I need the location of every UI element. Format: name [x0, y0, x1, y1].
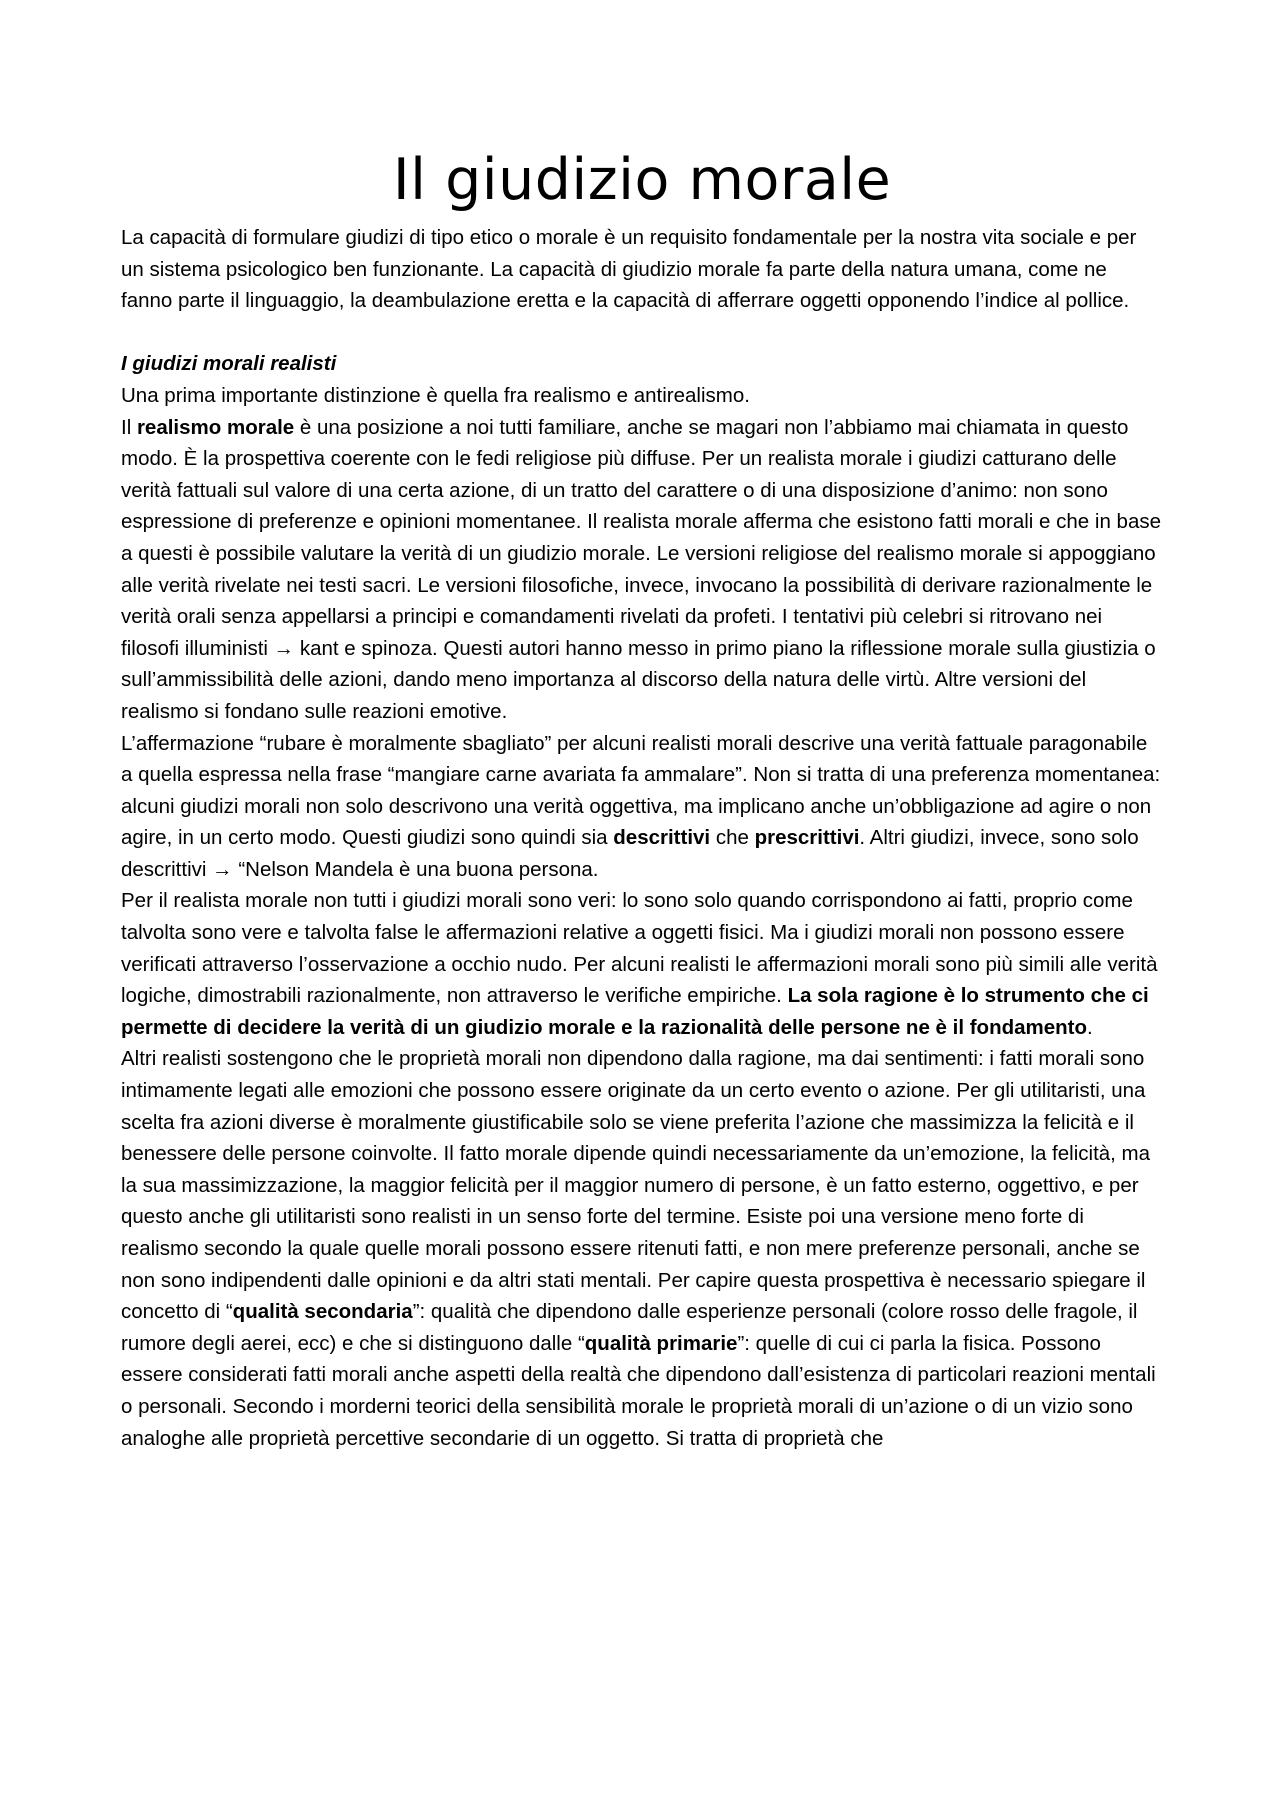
text-run: . Altri giudizi, invece, sono solo descrittivi — [121, 826, 1139, 881]
arrow-icon: → — [212, 857, 233, 881]
text-run: Per il realista morale non tutti i giudizi morali sono veri: lo sono solo quando corrispondono ai fatti, proprio come talvolta sono vere e talvolta false le affermazioni relative a oggetti fisici. Ma i giudizi morali non possono essere verificati attraverso l’osservazione a occhio nudo. Per alcuni realisti le affermazioni morali sono più simili alle verità logiche, dimostrabili razionalmente, non attraverso le verifiche empiriche. — [121, 889, 1158, 1008]
bold-term-qualita-primarie: qualità primarie — [584, 1331, 738, 1355]
bold-sentence-ragione: La sola ragione è lo strumento che ci permette di decidere la verità di un giudizio morale e la razionalità delle persone ne è il fondamento — [121, 984, 1149, 1039]
paragraph-spacer — [121, 317, 1163, 349]
document-title: Il giudizio morale — [392, 147, 892, 213]
text-run: L’affermazione “rubare è moralmente sbagliato” per alcuni realisti morali descrive una verità fattuale paragonabile a quella espressa nella frase “mangiare carne avariata fa ammalare”. Non si tratta di una preferenza momentanea: alcuni giudizi morali non solo descrivono una verità oggettiva, ma implicano anche un’obbligazione ad agire o non agire, in un certo modo. Questi giudizi sono quindi sia — [121, 731, 1161, 850]
text-run: Altri realisti sostengono che le proprietà morali non dipendono dalla ragione, ma dai sentimenti: i fatti morali sono intimamente legati alle emozioni che possono essere originate da un certo evento o azione. Per gli utilitaristi, una scelta fra azioni diverse è moralmente giustificabile solo se viene preferita l’azione che massimizza la felicità e il benessere delle persone coinvolte. Il fatto morale dipende quindi necessariamente da un’emozione, la felicità, ma la sua massimizzazione, la maggior felicità per il maggior numero di persone, è un fatto esterno, oggettivo, e per questo anche gli utilitaristi sono realisti in un senso forte del termine. Esiste poi una versione meno forte di realismo secondo la quale quelle morali possono essere ritenuti fatti, e non mere preferenze personali, anche se non sono indipendenti dalle opinioni e da altri stati mentali. Per capire questa prospettiva è necessario spiegare il concetto di “ — [121, 1047, 1151, 1324]
paragraph-sentimenti — [121, 1043, 1163, 1454]
arrow-icon: → — [273, 636, 295, 660]
text-run: è una posizione a noi tutti familiare, anche se magari non l’abbiamo mai chiamata in questo modo. È la prospettiva coerente con le fedi religiose più diffuse. Per un realista morale i giudizi catturano delle verità fattuali sul valore di una certa azione, di un tratto del carattere o di una disposizione d’animo: non sono espressione di preferenze e opinioni momentanee. Il realista morale afferma che esistono fatti morali e che in base a questi è possibile valutare la verità di un giudizio morale. Le versioni religiose del realismo morale si appoggiano alle verità rivelate nei testi sacri. Le versioni filosofiche, invece, invocano la possibilità di derivare razionalmente le verità orali senza appellarsi a principi e comandamenti rivelati da profeti. I tentativi più celebri si ritrovano nei filosofi illuministi — [121, 415, 1161, 660]
bold-term-prescrittivi: prescrittivi — [754, 826, 860, 850]
paragraph-realismo-morale — [121, 412, 1163, 728]
paragraph-realista-verita — [121, 885, 1163, 1043]
paragraph-affermazione — [121, 728, 1163, 886]
text-run: che — [710, 826, 755, 850]
paragraph-distinzione: Una prima importante distinzione è quella fra realismo e antirealismo. — [121, 383, 750, 407]
text-run: ”: qualità che dipendono dalle esperienze personali (colore rosso delle fragole, il rumore degli aerei, ecc) e che si distinguono dalle “ — [121, 1300, 1138, 1355]
document-body — [121, 222, 1163, 1454]
bold-term-descrittivi: descrittivi — [613, 826, 711, 850]
text-run: kant e spinoza. Questi autori hanno messo in primo piano la riflessione morale sulla giustizia o sull’ammissibilità delle azioni, dando meno importanza al discorso della natura delle virtù. Altre versioni del realismo si fondano sulle reazioni emotive. — [121, 636, 1156, 723]
bold-term-qualita-secondaria: qualità secondaria — [232, 1300, 413, 1324]
section-heading: I giudizi morali realisti — [121, 352, 337, 376]
text-run: “Nelson Mandela è una buona persona. — [232, 857, 599, 881]
text-run: ”: quelle di cui ci parla la fisica. Possono essere considerati fatti morali anche aspetti della realtà che dipendono dall’esistenza di particolari reazioni mentali o personali. Secondo i morderni teorici della sensibilità morale le proprietà morali di un’azione o di un vizio sono analoghe alle proprietà percettive secondarie di un oggetto. Si tratta di proprietà che — [121, 1331, 1156, 1450]
bold-term-realismo-morale: realismo morale — [136, 415, 295, 439]
text-run: . — [1087, 1015, 1093, 1039]
text-run: Il — [121, 415, 137, 439]
intro-paragraph: La capacità di formulare giudizi di tipo etico o morale è un requisito fondamentale per la nostra vita sociale e per un sistema psicologico ben funzionante. La capacità di giudizio morale fa parte della natura umana, come ne fanno parte il linguaggio, la deambulazione eretta e la capacità di afferrare oggetti opponendo l’indice al pollice. — [121, 226, 1137, 313]
